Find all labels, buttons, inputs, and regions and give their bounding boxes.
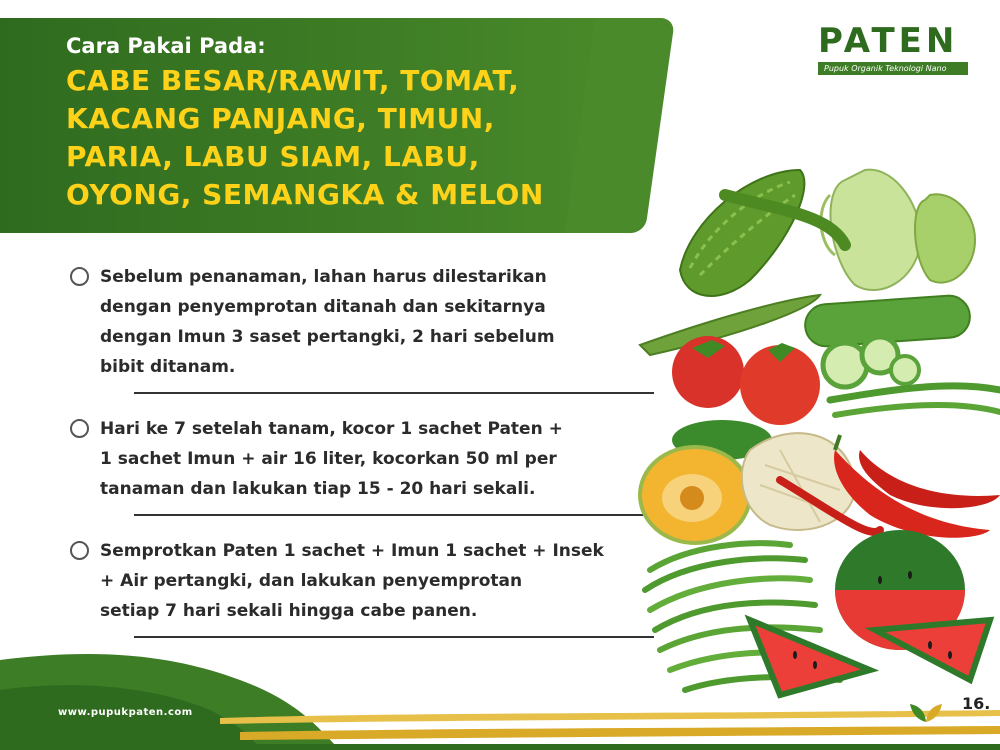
header-title: [66, 62, 544, 214]
divider: [134, 392, 654, 394]
footer-url: www.pupukpaten.com: [58, 707, 193, 718]
cucumber-icon: [804, 294, 972, 387]
instruction-list: [66, 262, 626, 658]
bullet-text: Hari ke 7 setelah tanam, kocor 1 sachet Paten + 1 sachet Imun + air 16 liter, kocorkan 50 ml per tanaman dan lakukan tiap 15 - 20 hari sekali.: [100, 419, 563, 499]
logo-tagline: Pupuk Organik Teknologi Nano: [818, 62, 968, 75]
bullet-text: Sebelum penanaman, lahan harus dilestarikan dengan penyemprotan ditanah dan sekitarnya dengan Imun 3 saset pertangki, 2 hari sebelum bibit ditanam.: [100, 267, 555, 377]
page-number: 16.: [962, 694, 991, 713]
bullet-circle-icon: [70, 541, 89, 560]
list-item: [66, 536, 626, 638]
title-line: CABE BESAR/RAWIT, TOMAT,: [66, 64, 520, 97]
bullet-circle-icon: [70, 419, 89, 438]
green-bean-icon: [830, 386, 1000, 400]
bullet-text: Semprotkan Paten 1 sachet + Imun 1 sachet + Insek + Air pertangki, dan lakukan penyemprotan setiap 7 hari sekali hingga cabe panen.: [100, 541, 604, 621]
divider: [134, 514, 654, 516]
pumpkin-icon: [640, 447, 750, 543]
header-subtitle: Cara Pakai Pada:: [66, 34, 266, 58]
bullet-circle-icon: [70, 267, 89, 286]
list-item: [66, 414, 626, 516]
vegetables-illustration: [630, 150, 1000, 710]
chayote-icon: [821, 170, 975, 290]
list-item: [66, 262, 626, 394]
paten-logo: [818, 22, 978, 75]
title-line: KACANG PANJANG, TIMUN,: [66, 102, 495, 135]
title-line: PARIA, LABU SIAM, LABU,: [66, 140, 480, 173]
divider: [134, 636, 654, 638]
footer-wave: [0, 640, 1000, 750]
leaf-icon: [908, 700, 944, 724]
bitter-melon-icon: [680, 170, 845, 296]
logo-wordmark: PATEN: [818, 21, 959, 61]
title-line: OYONG, SEMANGKA & MELON: [66, 178, 544, 211]
